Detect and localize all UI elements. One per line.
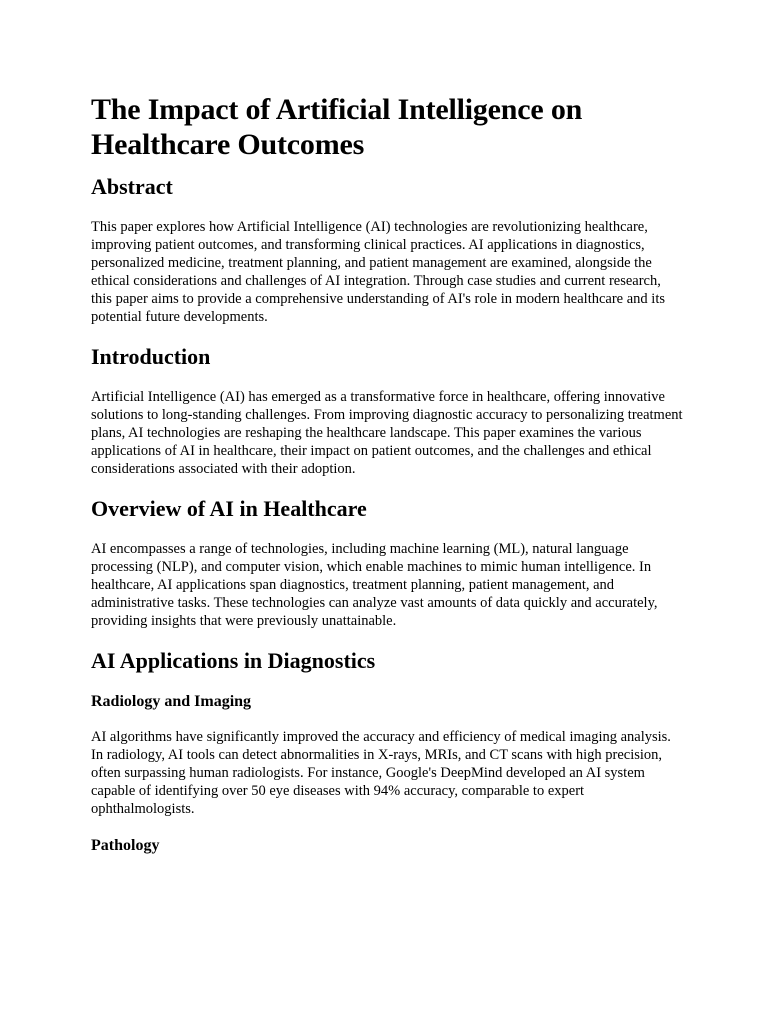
introduction-paragraph: Artificial Intelligence (AI) has emerged as a transformative force in healthcare, offering innovative solutions to long-standing challenges. From improving diagnostic accuracy to personalizing treatment plans, AI technologies are reshaping the healthcare landscape. This paper examines the various applications of AI in healthcare, their impact on patient outcomes, and the challenges and ethical considerations associated with their adoption. <box>91 389 683 477</box>
abstract-heading: Abstract <box>91 174 173 199</box>
document-page <box>91 92 683 872</box>
abstract-paragraph: This paper explores how Artificial Intelligence (AI) technologies are revolutionizing healthcare, improving patient outcomes, and transforming clinical practices. AI applications in diagnostics, personalized medicine, treatment planning, and patient management are examined, alongside the ethical considerations and challenges of AI integration. Through case studies and current research, this paper aims to provide a comprehensive understanding of AI's role in modern healthcare and its potential future developments. <box>91 219 665 325</box>
diagnostics-heading: AI Applications in Diagnostics <box>91 648 376 673</box>
overview-heading: Overview of AI in Healthcare <box>91 496 367 521</box>
paper-title: The Impact of Artificial Intelligence on Healthcare Outcomes <box>91 93 583 161</box>
introduction-heading: Introduction <box>91 344 211 369</box>
overview-paragraph: AI encompasses a range of technologies, including machine learning (ML), natural language processing (NLP), and computer vision, which enable machines to mimic human intelligence. In healthcare, AI applications span diagnostics, treatment planning, patient management, and administrative tasks. These technologies can analyze vast amounts of data quickly and accurately, providing insights that were previously unattainable. <box>91 541 658 629</box>
pathology-subheading: Pathology <box>91 837 160 854</box>
radiology-subheading: Radiology and Imaging <box>91 693 252 710</box>
radiology-paragraph: AI algorithms have significantly improved the accuracy and efficiency of medical imaging analysis. In radiology, AI tools can detect abnormalities in X-rays, MRIs, and CT scans with high precision, often surpassing human radiologists. For instance, Google's DeepMind developed an AI system capable of identifying over 50 eye diseases with 94% accuracy, comparable to expert ophthalmologists. <box>91 729 671 817</box>
